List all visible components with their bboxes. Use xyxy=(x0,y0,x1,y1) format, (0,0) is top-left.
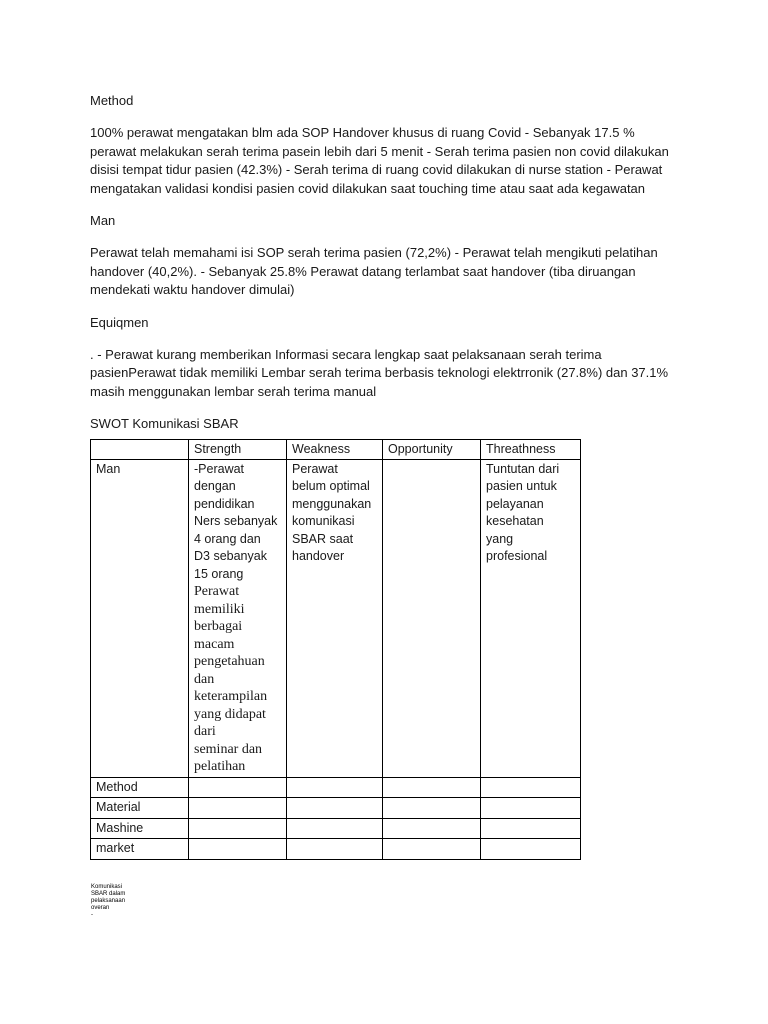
table-row-market xyxy=(91,839,581,860)
table-cell xyxy=(189,777,287,798)
cell-line: Tuntutan dari xyxy=(486,461,560,476)
cell-line: 15 orang xyxy=(194,566,244,581)
row-label-method: Method xyxy=(91,777,189,798)
table-row-method xyxy=(91,777,581,798)
header-cell-weakness: Weakness xyxy=(287,440,383,460)
table-cell xyxy=(287,798,383,819)
cell-line: handover xyxy=(292,549,345,563)
cell-line: overan xyxy=(91,905,110,911)
table-row-material xyxy=(91,798,581,819)
cell-man-opportunity xyxy=(383,459,481,777)
header-cell-empty xyxy=(91,440,189,460)
cell-line: menggunakan xyxy=(292,496,372,511)
cell-line: SBAR dalam xyxy=(91,891,126,897)
cell-line: memiliki xyxy=(194,601,245,617)
cell-line: Perawat xyxy=(292,461,338,476)
man-heading: Man xyxy=(90,213,116,228)
footnote-text xyxy=(91,884,125,919)
table-row-man xyxy=(91,459,581,777)
cell-line: Komunikasi xyxy=(91,884,123,890)
cell-line: Perawat xyxy=(194,584,240,599)
table-cell xyxy=(189,839,287,860)
table-row-mashine xyxy=(91,818,581,839)
row-label-man: Man xyxy=(91,459,189,777)
cell-line: pengetahuan xyxy=(194,654,265,669)
table-cell xyxy=(383,777,481,798)
table-cell xyxy=(189,818,287,839)
table-cell xyxy=(383,818,481,839)
cell-man-weakness xyxy=(287,459,383,777)
table-cell xyxy=(481,818,581,839)
cell-man-threat xyxy=(481,459,581,777)
swot-table-title: SWOT Komunikasi SBAR xyxy=(90,416,239,431)
table-cell xyxy=(189,798,287,819)
table-header-row xyxy=(91,440,581,460)
cell-line: komunikasi xyxy=(292,514,355,528)
cell-line: pendidikan xyxy=(194,496,255,511)
cell-line: dengan xyxy=(194,479,236,493)
table-cell xyxy=(383,839,481,860)
strength-serif-lines xyxy=(194,583,281,776)
row-label-market: market xyxy=(91,839,189,860)
method-heading: Method xyxy=(90,93,134,108)
cell-line: pasien untuk xyxy=(486,479,557,493)
row-label-mashine: Mashine xyxy=(91,818,189,839)
cell-line: SBAR saat xyxy=(292,531,354,546)
cell-line: kesehatan xyxy=(486,514,544,528)
header-cell-opportunity: Opportunity xyxy=(383,440,481,460)
table-cell xyxy=(481,798,581,819)
method-paragraph: 100% perawat mengatakan blm ada SOP Handover khusus di ruang Covid - Sebanyak 17.5 % perawat melakukan serah terima pasein lebih dari 5 menit - Serah terima pasien non covid dilakukan disisi tempat tidur pasien (42.3%) - Serah terima di ruang covid dilakukan di nurse station - Perawat mengatakan validasi kondisi pasien covid dilakukan saat touching time atau saat ada kegawatan xyxy=(90,125,669,196)
table-cell xyxy=(383,798,481,819)
cell-line: profesional xyxy=(486,549,548,563)
threat-lines xyxy=(486,461,575,566)
cell-line: -Perawat xyxy=(194,461,245,476)
header-cell-threat: Threathness xyxy=(481,440,581,460)
cell-line: D3 sebanyak xyxy=(194,549,267,563)
equipment-paragraph: . - Perawat kurang memberikan Informasi secara lengkap saat pelaksanaan serah terima pasienPerawat tidak memiliki Lembar serah terima berbasis teknologi elektrronik (27.8%) dan 37.1% masih menggunakan lembar serah terima manual xyxy=(90,346,669,399)
cell-line: pelayanan xyxy=(486,496,544,511)
cell-line: keterampilan xyxy=(194,689,268,704)
equipment-heading: Equiqmen xyxy=(90,314,149,330)
cell-line: 4 orang dan xyxy=(194,531,261,546)
strength-sans-lines xyxy=(194,461,281,584)
table-cell xyxy=(287,777,383,798)
cell-line: macam xyxy=(194,636,235,652)
cell-man-strength xyxy=(189,459,287,777)
weakness-lines xyxy=(292,461,377,566)
man-paragraph: Perawat telah memahami isi SOP serah terima pasien (72,2%) - Perawat telah mengikuti pelatihan handover (40,2%). - Sebanyak 25.8% Perawat datang terlambat saat handover (tiba diruangan mendekati waktu handover dimulai) xyxy=(90,245,658,297)
cell-line: yang xyxy=(486,531,514,546)
table-cell xyxy=(287,839,383,860)
header-cell-strength: Strength xyxy=(189,440,287,460)
cell-line: belum optimal xyxy=(292,479,370,493)
swot-table xyxy=(90,439,581,860)
cell-line: - xyxy=(91,912,93,918)
cell-line: pelatihan xyxy=(194,759,246,774)
table-cell xyxy=(287,818,383,839)
table-cell xyxy=(481,777,581,798)
cell-line: yang didapat xyxy=(194,706,266,722)
row-label-material: Material xyxy=(91,798,189,819)
document-page xyxy=(90,92,680,860)
cell-line: dari xyxy=(194,724,216,739)
cell-line: berbagai xyxy=(194,619,243,634)
cell-line: dan xyxy=(194,671,215,687)
cell-line: seminar dan xyxy=(194,741,263,757)
cell-line: pelaksanaan xyxy=(91,898,126,904)
cell-line: Ners sebanyak xyxy=(194,514,278,528)
table-cell xyxy=(481,839,581,860)
